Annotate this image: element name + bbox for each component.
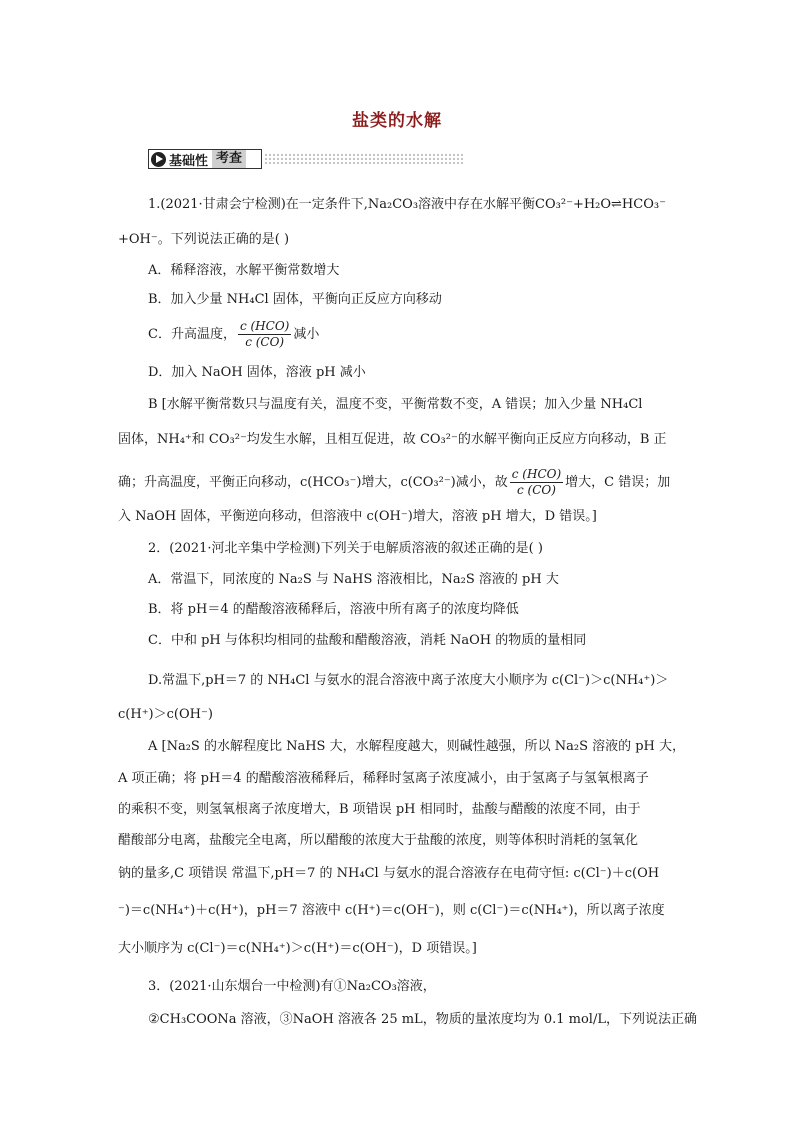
q2-stem: 2．(2021·河北辛集中学检测)下列关于电解质溶液的叙述正确的是( ) xyxy=(148,541,543,556)
q3-stem-line2: ②CH₃COONa 溶液，③NaOH 溶液各 25 mL，物质的量浓度均为 0.1 mol/L，下列说法正确 xyxy=(148,1012,697,1027)
q1-answer-line2: 固体，NH₄⁺和 CO₃²⁻均发生水解，且相互促进，故 CO₃²⁻的水解平衡向正反应方向移动，B 正 xyxy=(118,432,667,447)
q1-answer-denominator: c (CO) xyxy=(517,483,556,497)
q1-option-c-numerator: c (HCO) xyxy=(239,319,290,333)
q2-answer-line4: 醋酸部分电离，盐酸完全电离，所以醋酸的浓度大于盐酸的浓度，则等体积时消耗的氢氧化 xyxy=(118,833,639,848)
q2-answer-line1: A [Na₂S 的水解程度比 NaHS 大，水解程度越大，则碱性越强，所以 Na₂S 溶液的 pH 大， xyxy=(148,739,686,754)
q1-answer-line3 xyxy=(118,466,670,500)
q1-option-c xyxy=(148,318,319,352)
q2-answer-line3: 的乘积不变，则氢氧根离子浓度增大，B 项错误 pH 相同时，盐酸与醋酸的浓度不同，由于 xyxy=(118,802,641,817)
play-icon xyxy=(151,152,166,167)
q1-answer-numerator: c (HCO) xyxy=(511,467,562,481)
q1-option-c-fraction xyxy=(238,319,291,350)
section-label-part1: 基础性 xyxy=(169,153,209,169)
q1-option-d: D．加入 NaOH 固体，溶液 pH 减小 xyxy=(148,365,366,380)
q1-option-c-pre: C．升高温度， xyxy=(148,327,236,342)
q1-option-c-post: 减小 xyxy=(293,327,320,342)
q1-answer-line3-post: 增大，C 错误；加 xyxy=(565,475,671,490)
q1-stem-line1: 1.(2021·甘肃会宁检测)在一定条件下,Na₂CO₃溶液中存在水解平衡CO₃²⁻+H₂O⇌HCO₃⁻ xyxy=(148,197,666,212)
section-label xyxy=(148,149,262,169)
q1-answer-fraction xyxy=(510,467,563,498)
section-label-part2: 考查 xyxy=(212,150,246,168)
q2-option-a: A．常温下，同浓度的 Na₂S 与 NaHS 溶液相比，Na₂S 溶液的 pH 大 xyxy=(148,572,559,587)
q1-option-b: B．加入少量 NH₄Cl 固体，平衡向正反应方向移动 xyxy=(148,292,442,307)
q2-option-d-line1: D.常温下,pH＝7 的 NH₄Cl 与氨水的混合溶液中离子浓度大小顺序为 c(Cl⁻)＞c(NH₄⁺)＞ xyxy=(148,673,669,688)
q2-answer-line5: 钠的量多,C 项错误 常温下,pH＝7 的 NH₄Cl 与氨水的混合溶液存在电荷守恒: c(Cl⁻)＋c(OH xyxy=(118,866,660,881)
q2-answer-line2: A 项正确；将 pH＝4 的醋酸溶液稀释后，稀释时氢离子浓度减小，由于氢离子与氢氧根离子 xyxy=(118,771,649,786)
banner-dots xyxy=(264,153,464,165)
q2-option-b: B．将 pH＝4 的醋酸溶液稀释后，溶液中所有离子的浓度均降低 xyxy=(148,602,519,617)
q1-answer-line4: 入 NaOH 固体，平衡逆向移动，但溶液中 c(OH⁻)增大，溶液 pH 增大，D 错误。] xyxy=(118,509,597,524)
q2-option-c: C．中和 pH 与体积均相同的盐酸和醋酸溶液，消耗 NaOH 的物质的量相同 xyxy=(148,633,587,648)
section-banner xyxy=(148,149,466,169)
q2-option-d-line2: c(H⁺)＞c(OH⁻) xyxy=(118,707,213,722)
q2-answer-line7: 大小顺序为 c(Cl⁻)＝c(NH₄⁺)＞c(H⁺)＝c(OH⁻)，D 项错误。] xyxy=(118,941,477,956)
q1-option-c-denominator: c (CO) xyxy=(245,335,285,349)
q1-option-a: A．稀释溶液，水解平衡常数增大 xyxy=(148,263,340,278)
q3-stem-line1: 3．(2021·山东烟台一中检测)有①Na₂CO₃溶液， xyxy=(148,979,436,994)
q1-answer-line3-pre: 确；升高温度，平衡正向移动，c(HCO₃⁻)增大，c(CO₃²⁻)减小，故 xyxy=(118,475,508,490)
q1-stem-line2: +OH⁻。下列说法正确的是( ) xyxy=(118,232,290,247)
page-title: 盐类的水解 xyxy=(352,111,442,131)
q2-answer-line6: ⁻)＝c(NH₄⁺)＋c(H⁺)，pH＝7 溶液中 c(H⁺)＝c(OH⁻)，则 c(Cl⁻)＝c(NH₄⁺)，所以离子浓度 xyxy=(118,903,665,918)
q1-answer-line1: B [水解平衡常数只与温度有关，温度不变，平衡常数不变，A 错误；加入少量 NH₄Cl xyxy=(148,397,643,412)
